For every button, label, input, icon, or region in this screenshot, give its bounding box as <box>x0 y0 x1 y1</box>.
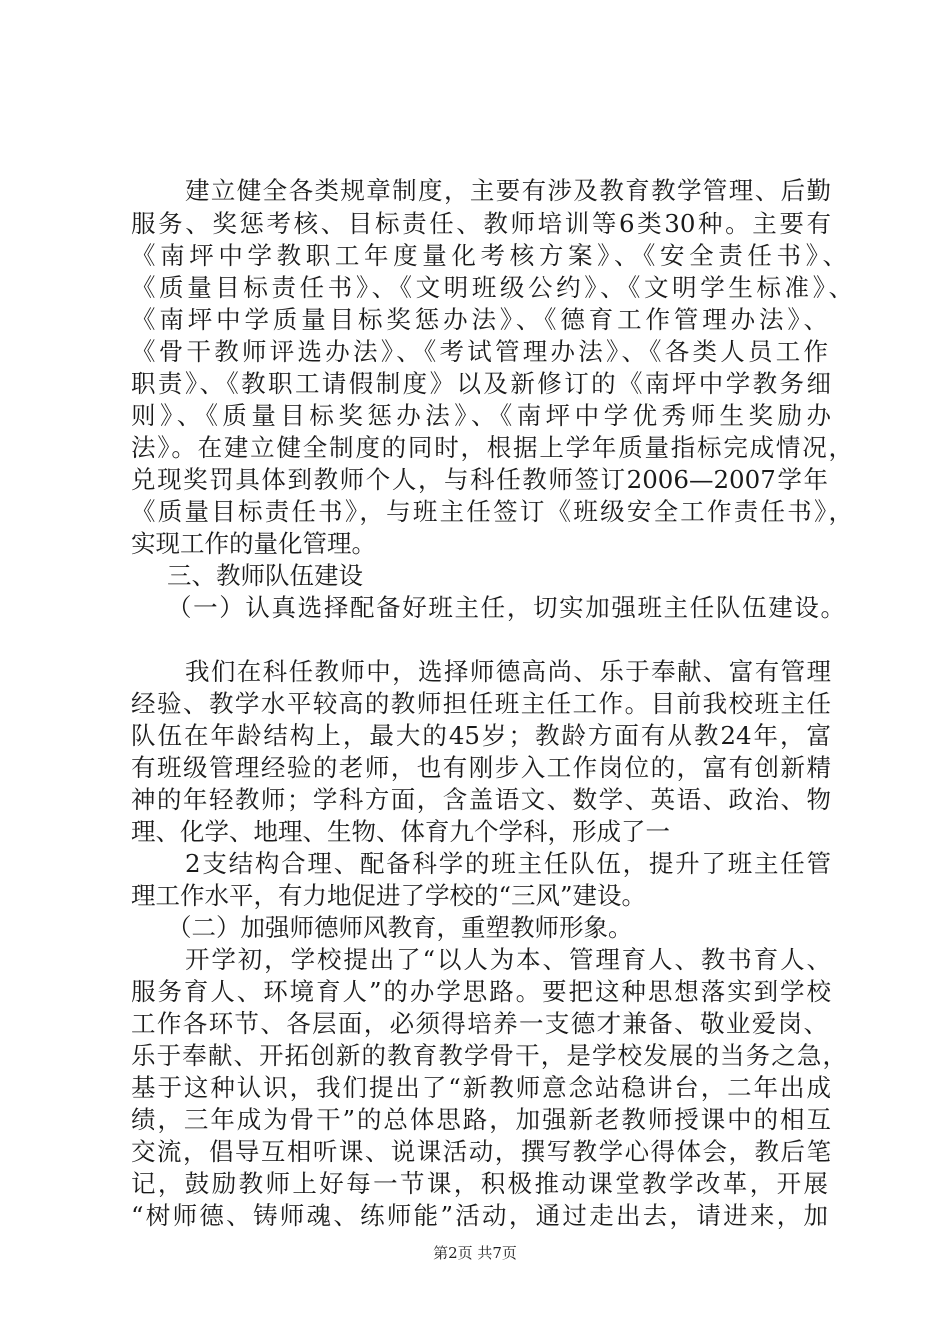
subsection-heading: （二）加强师德师风教育，重塑教师形象。 <box>167 913 633 942</box>
paragraph-line: 《质量目标责任书》，与班主任签订《班级安全工作责任书》， <box>131 497 853 526</box>
paragraph-line: 《南坪中学教职工年度量化考核方案》、《安全责任书》、 <box>131 241 847 270</box>
paragraph-line: 建立健全各类规章制度，主要有涉及教育教学管理、后勤 <box>185 176 831 205</box>
paragraph-line: 则》、《质量目标奖惩办法》、《南坪中学优秀师生奖励办 <box>131 401 831 430</box>
paragraph-line: 兑现奖罚具体到教师个人，与科任教师签订2006—2007学年 <box>131 465 828 494</box>
paragraph-line: 2支结构合理、配备科学的班主任队伍，提升了班主任管 <box>185 849 831 878</box>
paragraph-line: 绩，三年成为骨干”的总体思路，加强新老教师授课中的相互 <box>131 1105 831 1134</box>
subsection-heading: （一）认真选择配备好班主任，切实加强班主任队伍建设。 <box>167 593 845 622</box>
paragraph-line: 服务、奖惩考核、目标责任、教师培训等6类30种。主要有 <box>131 209 831 238</box>
page-number-footer: 第2页 共7页 <box>433 1244 517 1262</box>
paragraph-line: “树师德、铸师魂、练师能”活动，通过走出去，请进来，加 <box>131 1201 828 1230</box>
paragraph-line: 工作各环节、各层面，必须得培养一支德才兼备、敬业爱岗、 <box>131 1009 828 1038</box>
paragraph-line: 理、化学、地理、生物、体育九个学科，形成了一 <box>131 817 670 846</box>
paragraph-line: 《南坪中学质量目标奖惩办法》、《德育工作管理办法》、 <box>131 305 828 334</box>
paragraph-line: 乐于奉献、开拓创新的教育教学骨干，是学校发展的当务之急， <box>131 1041 847 1070</box>
paragraph-line: 基于这种认识，我们提出了“新教师意念站稳讲台，二年出成 <box>131 1073 831 1102</box>
paragraph-line: 交流，倡导互相听课、说课活动，撰写教学心得体会，教后笔 <box>131 1137 831 1166</box>
paragraph-line: 有班级管理经验的老师，也有刚步入工作岗位的，富有创新精 <box>131 753 831 782</box>
paragraph-line: 实现工作的量化管理。 <box>131 529 376 558</box>
paragraph-line: 法》。在建立健全制度的同时，根据上学年质量指标完成情况， <box>131 433 853 462</box>
paragraph-line: 记，鼓励教师上好每一节课，积极推动课堂教学改革，开展 <box>131 1169 828 1198</box>
paragraph-line: 我们在科任教师中，选择师德高尚、乐于奉献、富有管理 <box>185 657 831 686</box>
paragraph-line: 开学初，学校提出了“以人为本、管理育人、教书育人、 <box>185 945 831 974</box>
paragraph-line: 《骨干教师评选办法》、《考试管理办法》、《各类人员工作 <box>131 337 828 366</box>
paragraph-line: 经验、教学水平较高的教师担任班主任工作。目前我校班主任 <box>131 689 831 718</box>
paragraph-line: 职责》、《教职工请假制度》以及新修订的《南坪中学教务细 <box>131 369 831 398</box>
paragraph-line: 神的年轻教师；学科方面，含盖语文、数学、英语、政治、物 <box>131 785 831 814</box>
section-heading: 三、教师队伍建设 <box>167 561 363 590</box>
paragraph-line: 《质量目标责任书》、《文明班级公约》、《文明学生标准》、 <box>131 273 853 302</box>
paragraph-line: 理工作水平，有力地促进了学校的“三风”建设。 <box>131 881 647 910</box>
paragraph-line: 服务育人、环境育人”的办学思路。要把这种思想落实到学校 <box>131 977 831 1006</box>
paragraph-line: 队伍在年龄结构上，最大的45岁；教龄方面有从教24年，富 <box>131 721 831 750</box>
